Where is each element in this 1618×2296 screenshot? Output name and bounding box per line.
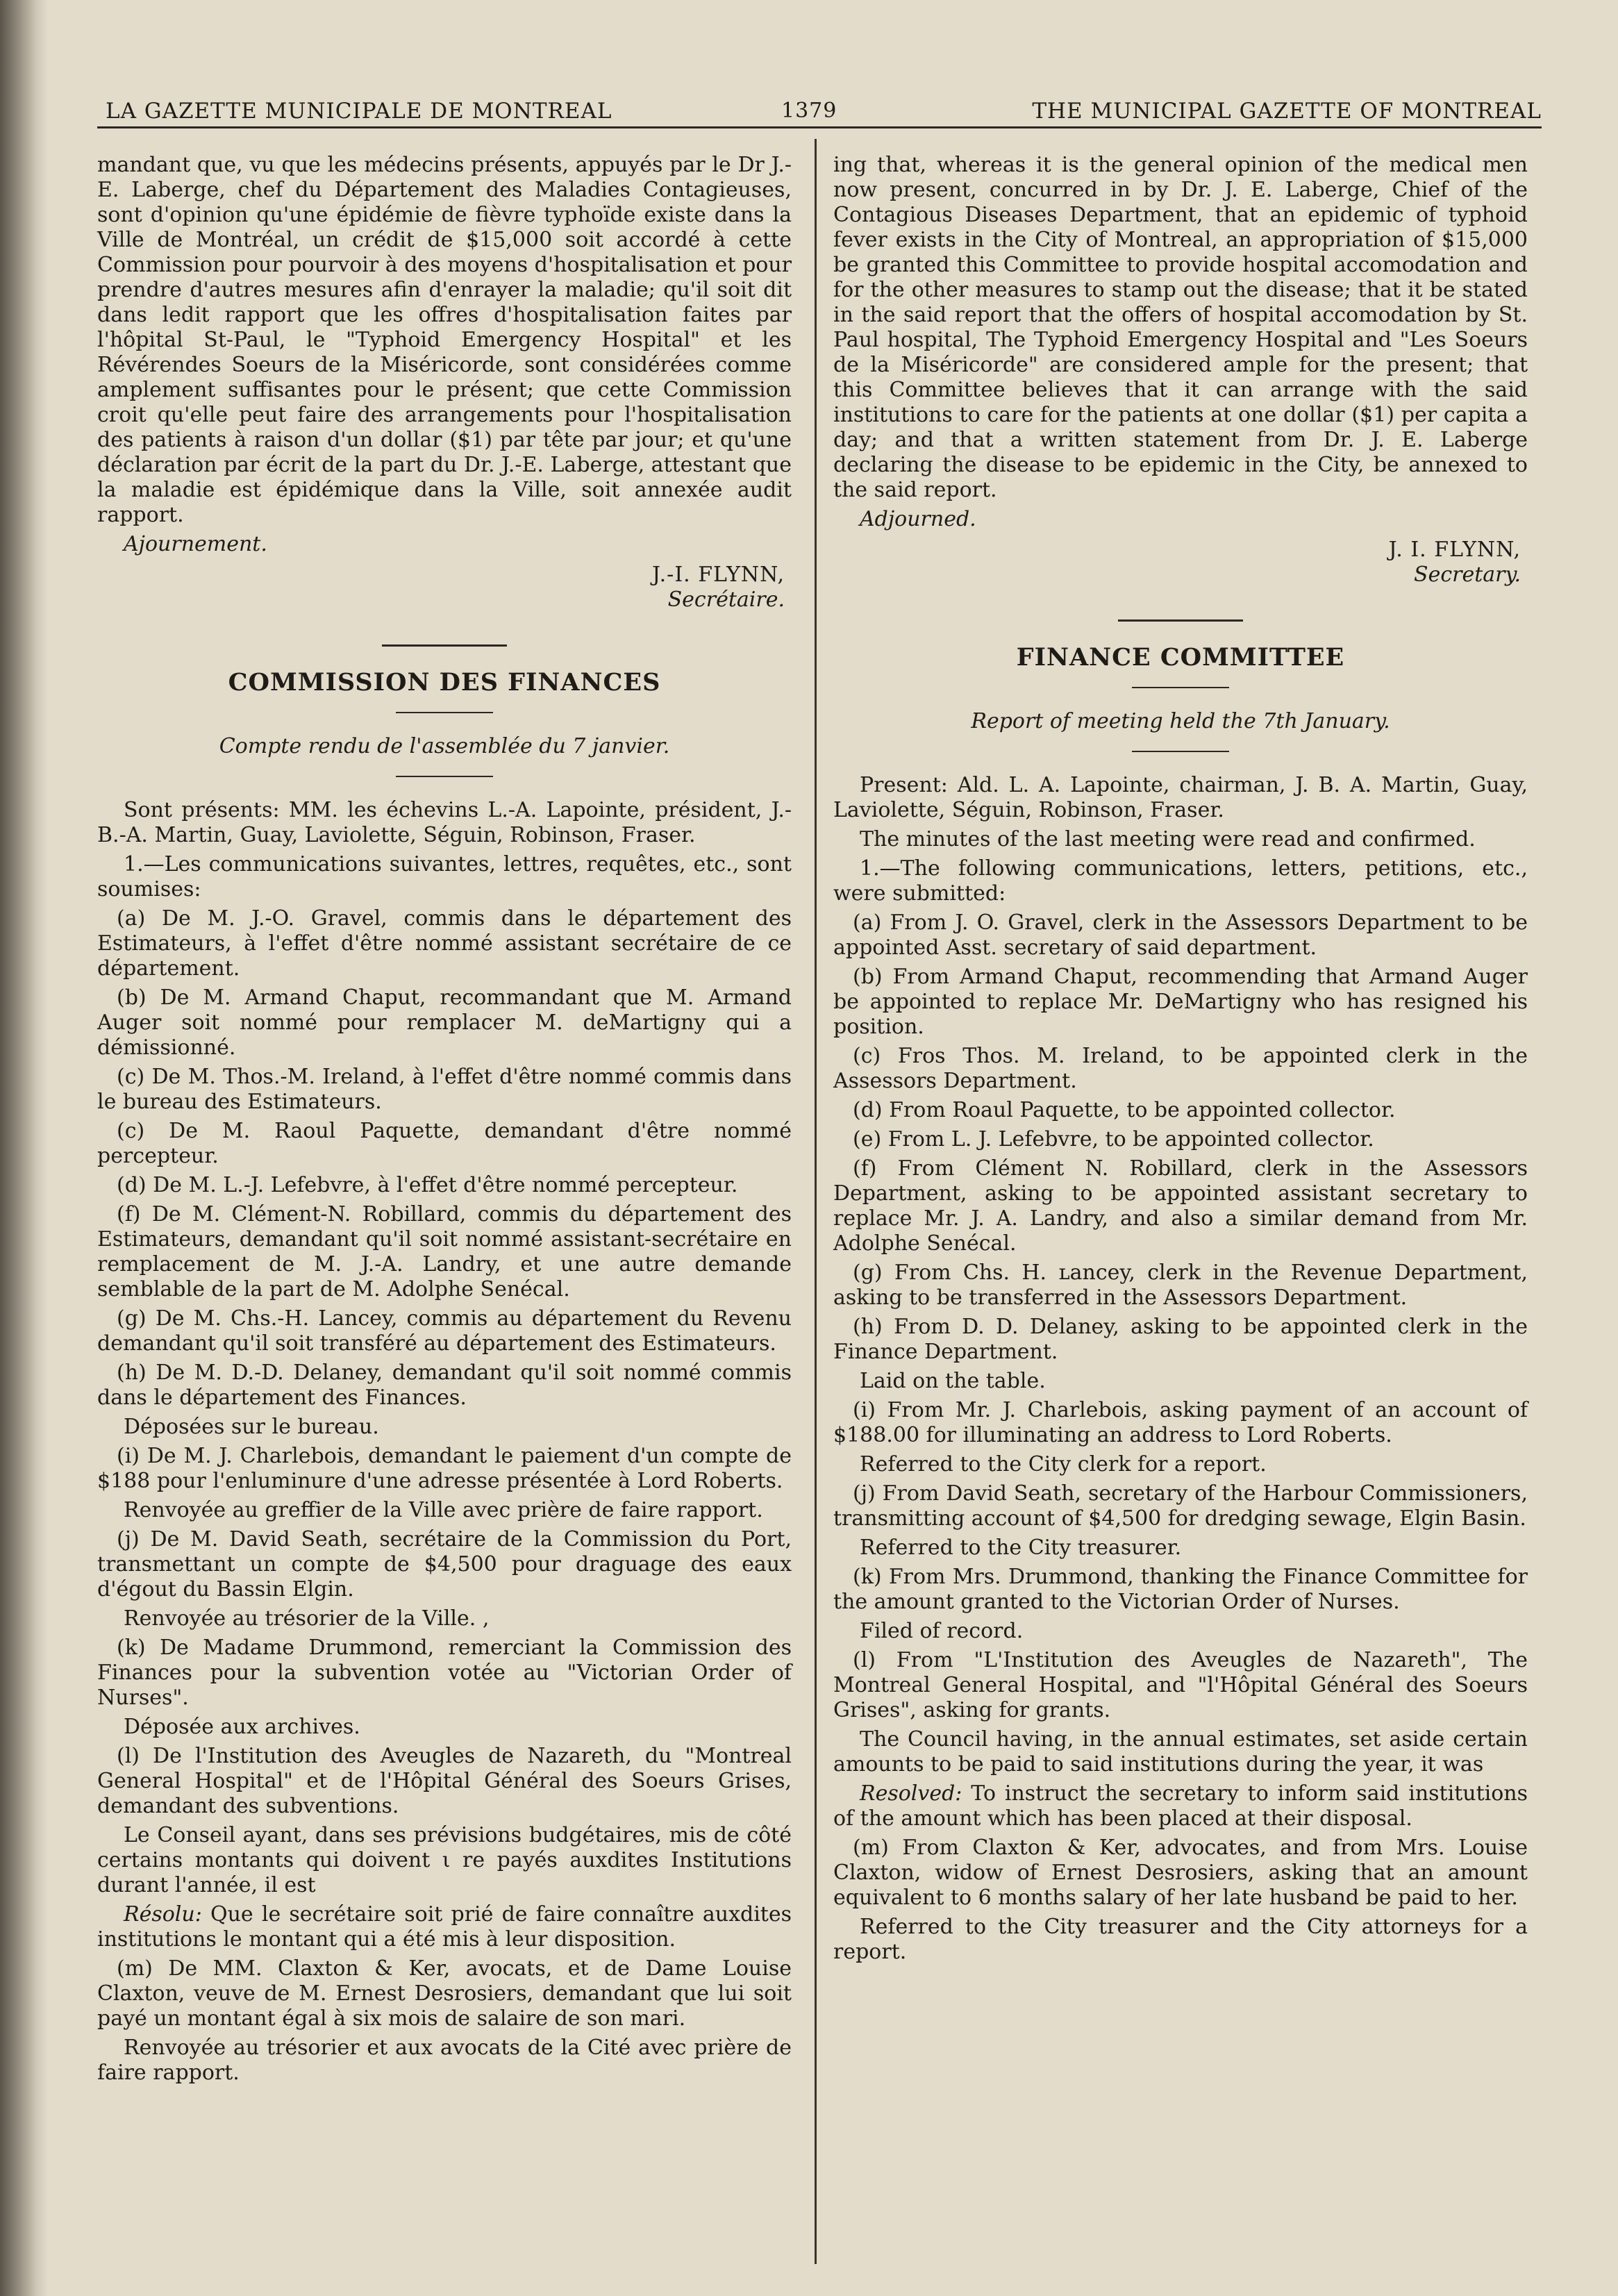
title-rule — [396, 712, 493, 713]
french-item-j: (j) De M. David Seath, secrétaire de la Commission du Port, transmettant un compte de $4,500 pour draguage des eaux d'égout du Bassin Elgin. — [97, 1527, 792, 1602]
english-item-d: (d) From Roaul Paquette, to be appointed collector. — [853, 1098, 1396, 1122]
french-signature — [97, 563, 792, 613]
french-item-1: 1.—Les communications suivantes, lettres, requêtes, etc., sont soumises: — [97, 852, 792, 901]
french-resolution-label: Résolu: — [124, 1902, 202, 1927]
column-divider — [815, 139, 817, 2264]
english-item-c: (c) Fros Thos. M. Ireland, to be appointed clerk in the Assessors Department. — [833, 1044, 1528, 1093]
english-signature — [833, 538, 1528, 588]
english-item-k: (k) From Mrs. Drummond, thanking the Finance Committee for the amount granted to the Victorian Order of Nurses. — [833, 1565, 1528, 1614]
header-rule — [97, 126, 1542, 128]
english-item-l: (l) From "L'Institution des Aveugles de Nazareth", The Montreal General Hospital, and "l'Hôpital Général des Soeurs Grises", asking for grants. — [833, 1648, 1528, 1722]
english-item-m: (m) From Claxton & Ker, advocates, and from Mrs. Louise Claxton, widow of Ernest Desrosiers, asking that an amount equivalent to 6 months salary of her late husband be paid to her. — [833, 1836, 1528, 1910]
french-item-k-action: Déposée aux archives. — [124, 1715, 360, 1739]
french-item-h-action: Déposées sur le bureau. — [124, 1415, 379, 1439]
english-item-j: (j) From David Seath, secretary of the Harbour Commissioners, transmitting account of $4,500 for dredging sewage, Elgin Basin. — [833, 1481, 1528, 1531]
english-item-i-action: Referred to the City clerk for a report. — [860, 1452, 1267, 1476]
section-separator — [1118, 619, 1243, 622]
english-item-m-action: Referred to the City treasurer and the City attorneys for a report. — [833, 1915, 1528, 1964]
french-item-c2: (c) De M. Raoul Paquette, demandant d'être nommé percepteur. — [97, 1119, 792, 1168]
french-item-d: (d) De M. L.-J. Lefebvre, à l'effet d'être nommé percepteur. — [117, 1173, 738, 1197]
header-french-title: LA GAZETTE MUNICIPALE DE MONTREAL — [106, 99, 612, 124]
french-adjournment: Ajournement. — [124, 532, 267, 556]
page-number: 1379 — [781, 99, 837, 123]
french-item-m-action: Renvoyée au trésorier et aux avocats de la Cité avec prière de faire rapport. — [97, 2036, 792, 2085]
english-item-i: (i) From Mr. J. Charlebois, asking payment of an account of $188.00 for illuminating an address to Lord Roberts. — [833, 1398, 1528, 1447]
english-item-h: (h) From D. D. Delaney, asking to be appointed clerk in the Finance Department. — [833, 1315, 1528, 1364]
english-signer-name: J. I. FLYNN, — [1388, 538, 1521, 562]
header-english-title: THE MUNICIPAL GAZETTE OF MONTREAL — [1032, 99, 1542, 124]
section-separator — [382, 644, 507, 647]
french-section-title: COMMISSION DES FINANCES — [228, 668, 661, 697]
french-item-j-action: Renvoyée au trésorier de la Ville. , — [124, 1606, 490, 1631]
french-item-g: (g) De M. Chs.-H. Lancey, commis au département du Revenu demandant qu'il soit transféré au département des Estimateurs. — [97, 1306, 792, 1356]
english-item-1: 1.—The following communications, letters, petitions, etc., were submitted: — [833, 856, 1528, 906]
english-item-a: (a) From J. O. Gravel, clerk in the Assessors Department to be appointed Asst. secretary of said department. — [833, 910, 1528, 960]
english-section-title: FINANCE COMMITTEE — [1016, 643, 1345, 672]
french-item-a: (a) De M. J.-O. Gravel, commis dans le département des Estimateurs, à l'effet d'être nommé assistant secrétaire de ce département. — [97, 906, 792, 981]
french-meeting-subtitle: Compte rendu de l'assemblée du 7 janvier. — [219, 734, 670, 758]
english-item-f: (f) From Clément N. Robillard, clerk in the Assessors Department, asking to be appointed assistant secretary to replace Mr. J. A. Landry, and also a similar demand from Mr. Adolphe Senécal. — [833, 1156, 1528, 1256]
english-resolution-text: To instruct the secretary to inform said institutions of the amount which has been placed at their disposal. — [833, 1781, 1528, 1831]
french-item-l-council: Le Conseil ayant, dans ses prévisions budgétaires, mis de côté certains montants qui doivent ι re payés auxdites Institutions durant l'année, il est — [97, 1823, 792, 1897]
subtitle-rule — [1132, 751, 1229, 752]
french-item-i-action: Renvoyée au greffier de la Ville avec prière de faire rapport. — [124, 1498, 763, 1522]
french-resolution-text: Que le secrétaire soit prié de faire connaître auxdites institutions le montant qui a été mis à leur disposition. — [97, 1902, 792, 1952]
french-item-k: (k) De Madame Drummond, remerciant la Commission des Finances pour la subvention votée au "Victorian Order of Nurses". — [97, 1636, 792, 1710]
french-item-b: (b) De M. Armand Chaput, recommandant que M. Armand Auger soit nommé pour remplacer M. deMartigny qui a démissionné. — [97, 985, 792, 1060]
page-binding-shadow — [0, 0, 49, 2296]
english-resolution — [833, 1781, 1528, 1831]
french-item-c1: (c) De M. Thos.-M. Ireland, à l'effet d'être nommé commis dans le bureau des Estimateurs. — [97, 1065, 792, 1114]
running-header — [97, 86, 1549, 128]
english-adjournment: Adjourned. — [860, 507, 976, 531]
french-item-m: (m) De MM. Claxton & Ker, avocats, et de Dame Louise Claxton, veuve de M. Ernest Desrosiers, demandant que lui soit payé un montant égal à six mois de salaire de son mari. — [97, 1956, 792, 2031]
english-item-l-council: The Council having, in the annual estimates, set aside certain amounts to be paid to said institutions during the year, it was — [833, 1727, 1528, 1777]
english-item-b: (b) From Armand Chaput, recommending that Armand Auger be appointed to replace Mr. DeMartigny who has resigned his position. — [833, 965, 1528, 1039]
subtitle-rule — [396, 776, 493, 777]
french-item-f: (f) De M. Clément-N. Robillard, commis du département des Estimateurs, demandant qu'il soit nommé assistant-secrétaire en remplacement de M. J.-A. Landry, et une autre demande semblable de la part de M. Adolphe Senécal. — [97, 1202, 792, 1301]
french-item-h: (h) De M. D.-D. Delaney, demandant qu'il soit nommé commis dans le département des Finances. — [97, 1361, 792, 1410]
english-minutes: The minutes of the last meeting were read and confirmed. — [860, 827, 1476, 851]
french-item-i: (i) De M. J. Charlebois, demandant le paiement d'un compte de $188 pour l'enluminure d'une adresse présentée à Lord Roberts. — [97, 1444, 792, 1493]
french-present: Sont présents: MM. les échevins L.-A. Lapointe, président, J.-B.-A. Martin, Guay, Laviolette, Séguin, Robinson, Fraser. — [97, 798, 792, 847]
english-present: Present: Ald. L. A. Lapointe, chairman, J. B. A. Martin, Guay, Laviolette, Séguin, Robinson, Fraser. — [833, 773, 1528, 822]
french-signer-title: Secrétaire. — [667, 588, 785, 612]
english-item-e: (e) From L. J. Lefebvre, to be appointed collector. — [853, 1127, 1374, 1151]
french-column — [97, 153, 792, 2090]
english-column — [833, 153, 1528, 1969]
french-item-l: (l) De l'Institution des Aveugles de Nazareth, du "Montreal General Hospital" et de l'Hôpital Général des Soeurs Grises, demandant des subventions. — [97, 1744, 792, 1818]
english-item-k-action: Filed of record. — [860, 1619, 1024, 1643]
english-resolution-label: Resolved: — [860, 1781, 962, 1806]
english-meeting-subtitle: Report of meeting held the 7th January. — [971, 709, 1390, 733]
english-item-h-action: Laid on the table. — [860, 1369, 1046, 1393]
french-resolution — [97, 1902, 792, 1952]
english-item-g: (g) From Chs. H. ʟancey, clerk in the Revenue Department, asking to be transferred in the Assessors Department. — [833, 1261, 1528, 1310]
english-signer-title: Secretary. — [1414, 563, 1521, 587]
english-item-j-action: Referred to the City treasurer. — [860, 1536, 1182, 1560]
title-rule — [1132, 687, 1229, 688]
gazette-page — [97, 69, 1549, 2264]
english-intro-paragraph: ing that, whereas it is the general opinion of the medical men now present, concurred in by Dr. J. E. Laberge, Chief of the Contagious Diseases Department, that an epidemic of typhoid fever exists in the City of Montreal, an appropriation of $15,000 be granted this Committee to provide hospital accomodation and for the other measures to stamp out the disease; that it be stated in the said report that the offers of hospital accomodation by St. Paul hospital, The Typhoid Emergency Hospital and "Les Soeurs de la Miséricorde" are considered ample for the present; that this Committee believes that it can arrange with the said institutions to care for the patients at one dollar ($1) per capita a day; and that a written statement from Dr. J. E. Laberge declaring the disease to be epidemic in the City, be annexed to the said report. — [833, 153, 1528, 502]
french-signer-name: J.-I. FLYNN, — [651, 563, 785, 587]
french-intro-paragraph: mandant que, vu que les médecins présents, appuyés par le Dr J.-E. Laberge, chef du Département des Maladies Contagieuses, sont d'opinion qu'une épidémie de fièvre typhoïde existe dans la Ville de Montréal, un crédit de $15,000 soit accordé à cette Commission pour pourvoir à des moyens d'hospitalisation et pour prendre d'autres mesures afin d'enrayer la maladie; qu'il soit dit dans ledit rapport que les offres d'hospitalisation faites par l'hôpital St-Paul, le "Typhoid Emergency Hospital" et les Révérendes Soeurs de la Miséricorde, sont considérées comme amplement suffisantes pour le présent; que cette Commission croit qu'elle peut faire des arrangements pour l'hospitalisation des patients à raison d'un dollar ($1) par tête par jour; et qu'une déclaration par écrit de la part du Dr. J.-E. Laberge, attestant que la maladie est épidémique dans la Ville, soit annexée audit rapport. — [97, 153, 792, 527]
